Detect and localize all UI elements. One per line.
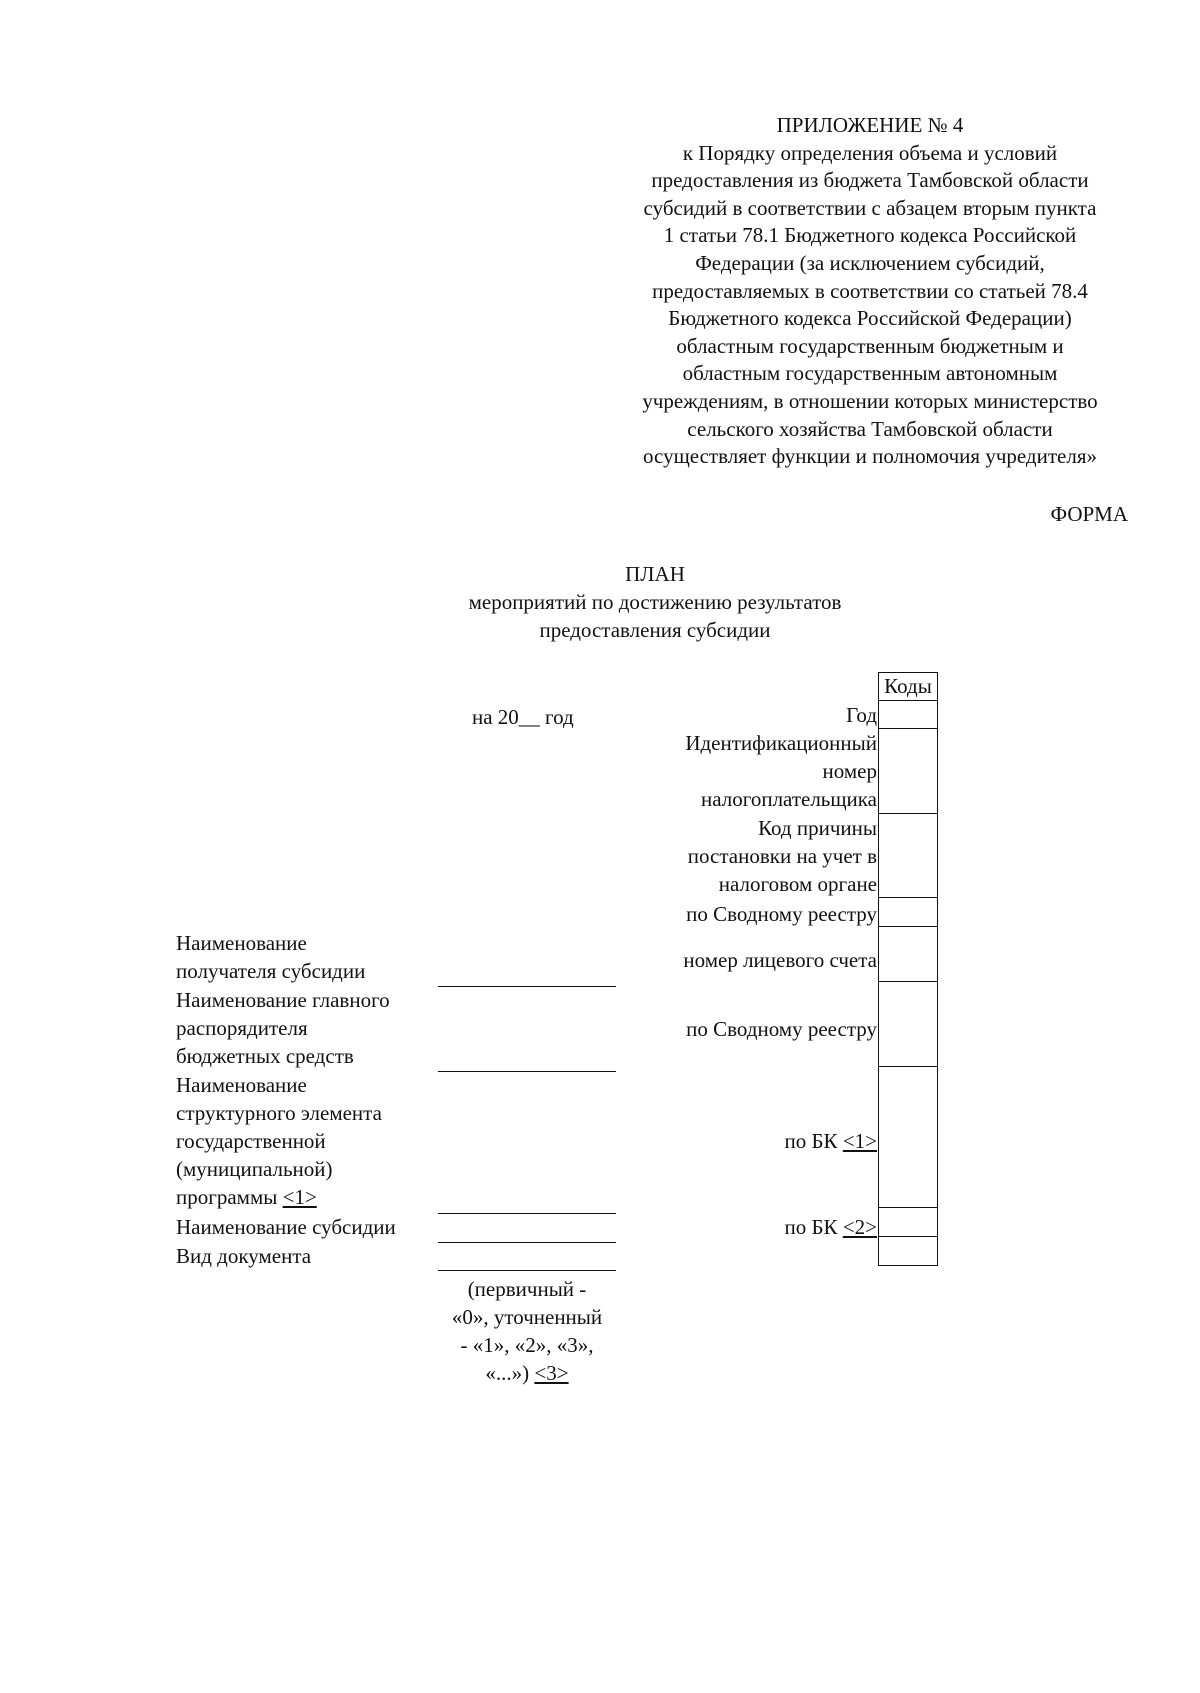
appendix-line: областным государственным автономным (682, 361, 1058, 386)
label-inn (685, 729, 877, 813)
plan-subtitle-line: предоставления субсидии (539, 618, 771, 642)
form-label: ФОРМА (1050, 502, 1128, 526)
label-bk-2-text: по БК (784, 1215, 838, 1239)
label-program-element (176, 1071, 382, 1211)
appendix-line: ПРИЛОЖЕНИЕ № 4 (776, 113, 964, 137)
label-main-manager-line: бюджетных средств (176, 1044, 354, 1068)
appendix-line: предоставляемых в соответствии со статьей 78.4 (652, 278, 1088, 303)
plan-title: ПЛАН (625, 562, 685, 586)
main-manager-name-field[interactable] (438, 1071, 616, 1072)
label-program-line: Наименование (176, 1073, 307, 1097)
plan-subtitle-line: мероприятий по достижению результатов (468, 590, 842, 614)
codes-table (878, 672, 938, 1266)
footnote-ref-3[interactable]: <3> (534, 1361, 569, 1385)
label-recipient (176, 929, 365, 985)
label-inn-line: Идентификационный (685, 731, 877, 755)
appendix-line: субсидий в соответствии с абзацем вторым пункта (643, 195, 1097, 220)
code-cell-account (879, 927, 937, 982)
footnote-ref-1[interactable]: <1> (842, 1129, 877, 1153)
code-cell-bk2 (879, 1208, 937, 1237)
codes-header: Коды (879, 673, 937, 701)
label-svod-reestr-2: по Сводному реестру (686, 1017, 877, 1041)
appendix-line: 1 статьи 78.1 Бюджетного кодекса Российской (663, 223, 1077, 248)
doc-type-note-line (432, 1359, 622, 1387)
code-cell-svod1 (879, 898, 937, 927)
label-kpp-line: постановки на учет в (687, 844, 877, 868)
label-program-last-text: программы (176, 1185, 278, 1209)
appendix-line: предоставления из бюджета Тамбовской области (651, 168, 1089, 193)
label-kpp-line: Код причины (758, 816, 877, 840)
appendix-line: Федерации (за исключением субсидий, (695, 250, 1045, 275)
label-subsidy: Наименование субсидии (176, 1215, 396, 1239)
footnote-ref-1[interactable]: <1> (282, 1185, 317, 1209)
recipient-name-field[interactable] (438, 986, 616, 987)
code-cell-bk1 (879, 1067, 937, 1208)
appendix-header (600, 112, 1140, 471)
appendix-line: областным государственным бюджетным и (676, 333, 1064, 358)
label-inn-line: номер (822, 759, 877, 783)
doc-type-note (432, 1275, 622, 1387)
appendix-line: к Порядку определения объема и условий (682, 140, 1058, 165)
code-cell-svod2 (879, 982, 937, 1067)
label-main-manager-line: Наименование главного (176, 988, 390, 1012)
label-kpp-line: налоговом органе (718, 872, 877, 896)
label-main-manager-line: распорядителя (176, 1016, 308, 1040)
code-cell-inn (879, 729, 937, 814)
appendix-line: Бюджетного кодекса Российской Федерации) (668, 306, 1072, 331)
subsidy-name-field[interactable] (438, 1242, 616, 1243)
doc-type-note-line: (первичный - (467, 1277, 587, 1301)
label-program-line: государственной (176, 1129, 326, 1153)
label-bk-1-text: по БК (784, 1129, 838, 1153)
code-cell-doc (879, 1237, 937, 1265)
program-element-field[interactable] (438, 1213, 616, 1214)
appendix-line: осуществляет функции и полномочия учредителя» (643, 444, 1097, 469)
year-line: на 20__ год (472, 705, 574, 729)
label-main-manager (176, 986, 390, 1070)
label-doc-type: Вид документа (176, 1244, 312, 1268)
label-year: Год (846, 703, 877, 727)
label-svod-reestr-1: по Сводному реестру (686, 902, 877, 926)
label-program-line: структурного элемента (176, 1101, 382, 1125)
appendix-line: учреждениям, в отношении которых министерство (642, 388, 1098, 413)
code-cell-year (879, 701, 937, 729)
label-account-number: номер лицевого счета (683, 948, 877, 972)
label-program-line (176, 1183, 382, 1211)
label-program-line: (муниципальной) (176, 1157, 333, 1181)
doc-type-note-line: - «1», «2», «3», (460, 1333, 594, 1357)
label-recipient-line: Наименование (176, 931, 307, 955)
footnote-ref-2[interactable]: <2> (842, 1215, 877, 1239)
code-cell-kpp (879, 814, 937, 898)
label-recipient-line: получателя субсидии (176, 959, 366, 983)
doc-type-note-line: «0», уточненный (451, 1305, 603, 1329)
label-bk-2 (785, 1213, 878, 1241)
label-inn-line: налогоплательщика (701, 787, 877, 811)
label-kpp (688, 814, 877, 898)
doc-type-field[interactable] (438, 1270, 616, 1271)
label-bk-1 (785, 1127, 878, 1155)
plan-title-block (410, 560, 900, 644)
appendix-line: сельского хозяйства Тамбовской области (687, 416, 1053, 441)
doc-type-note-last-text: «...») (485, 1361, 530, 1385)
